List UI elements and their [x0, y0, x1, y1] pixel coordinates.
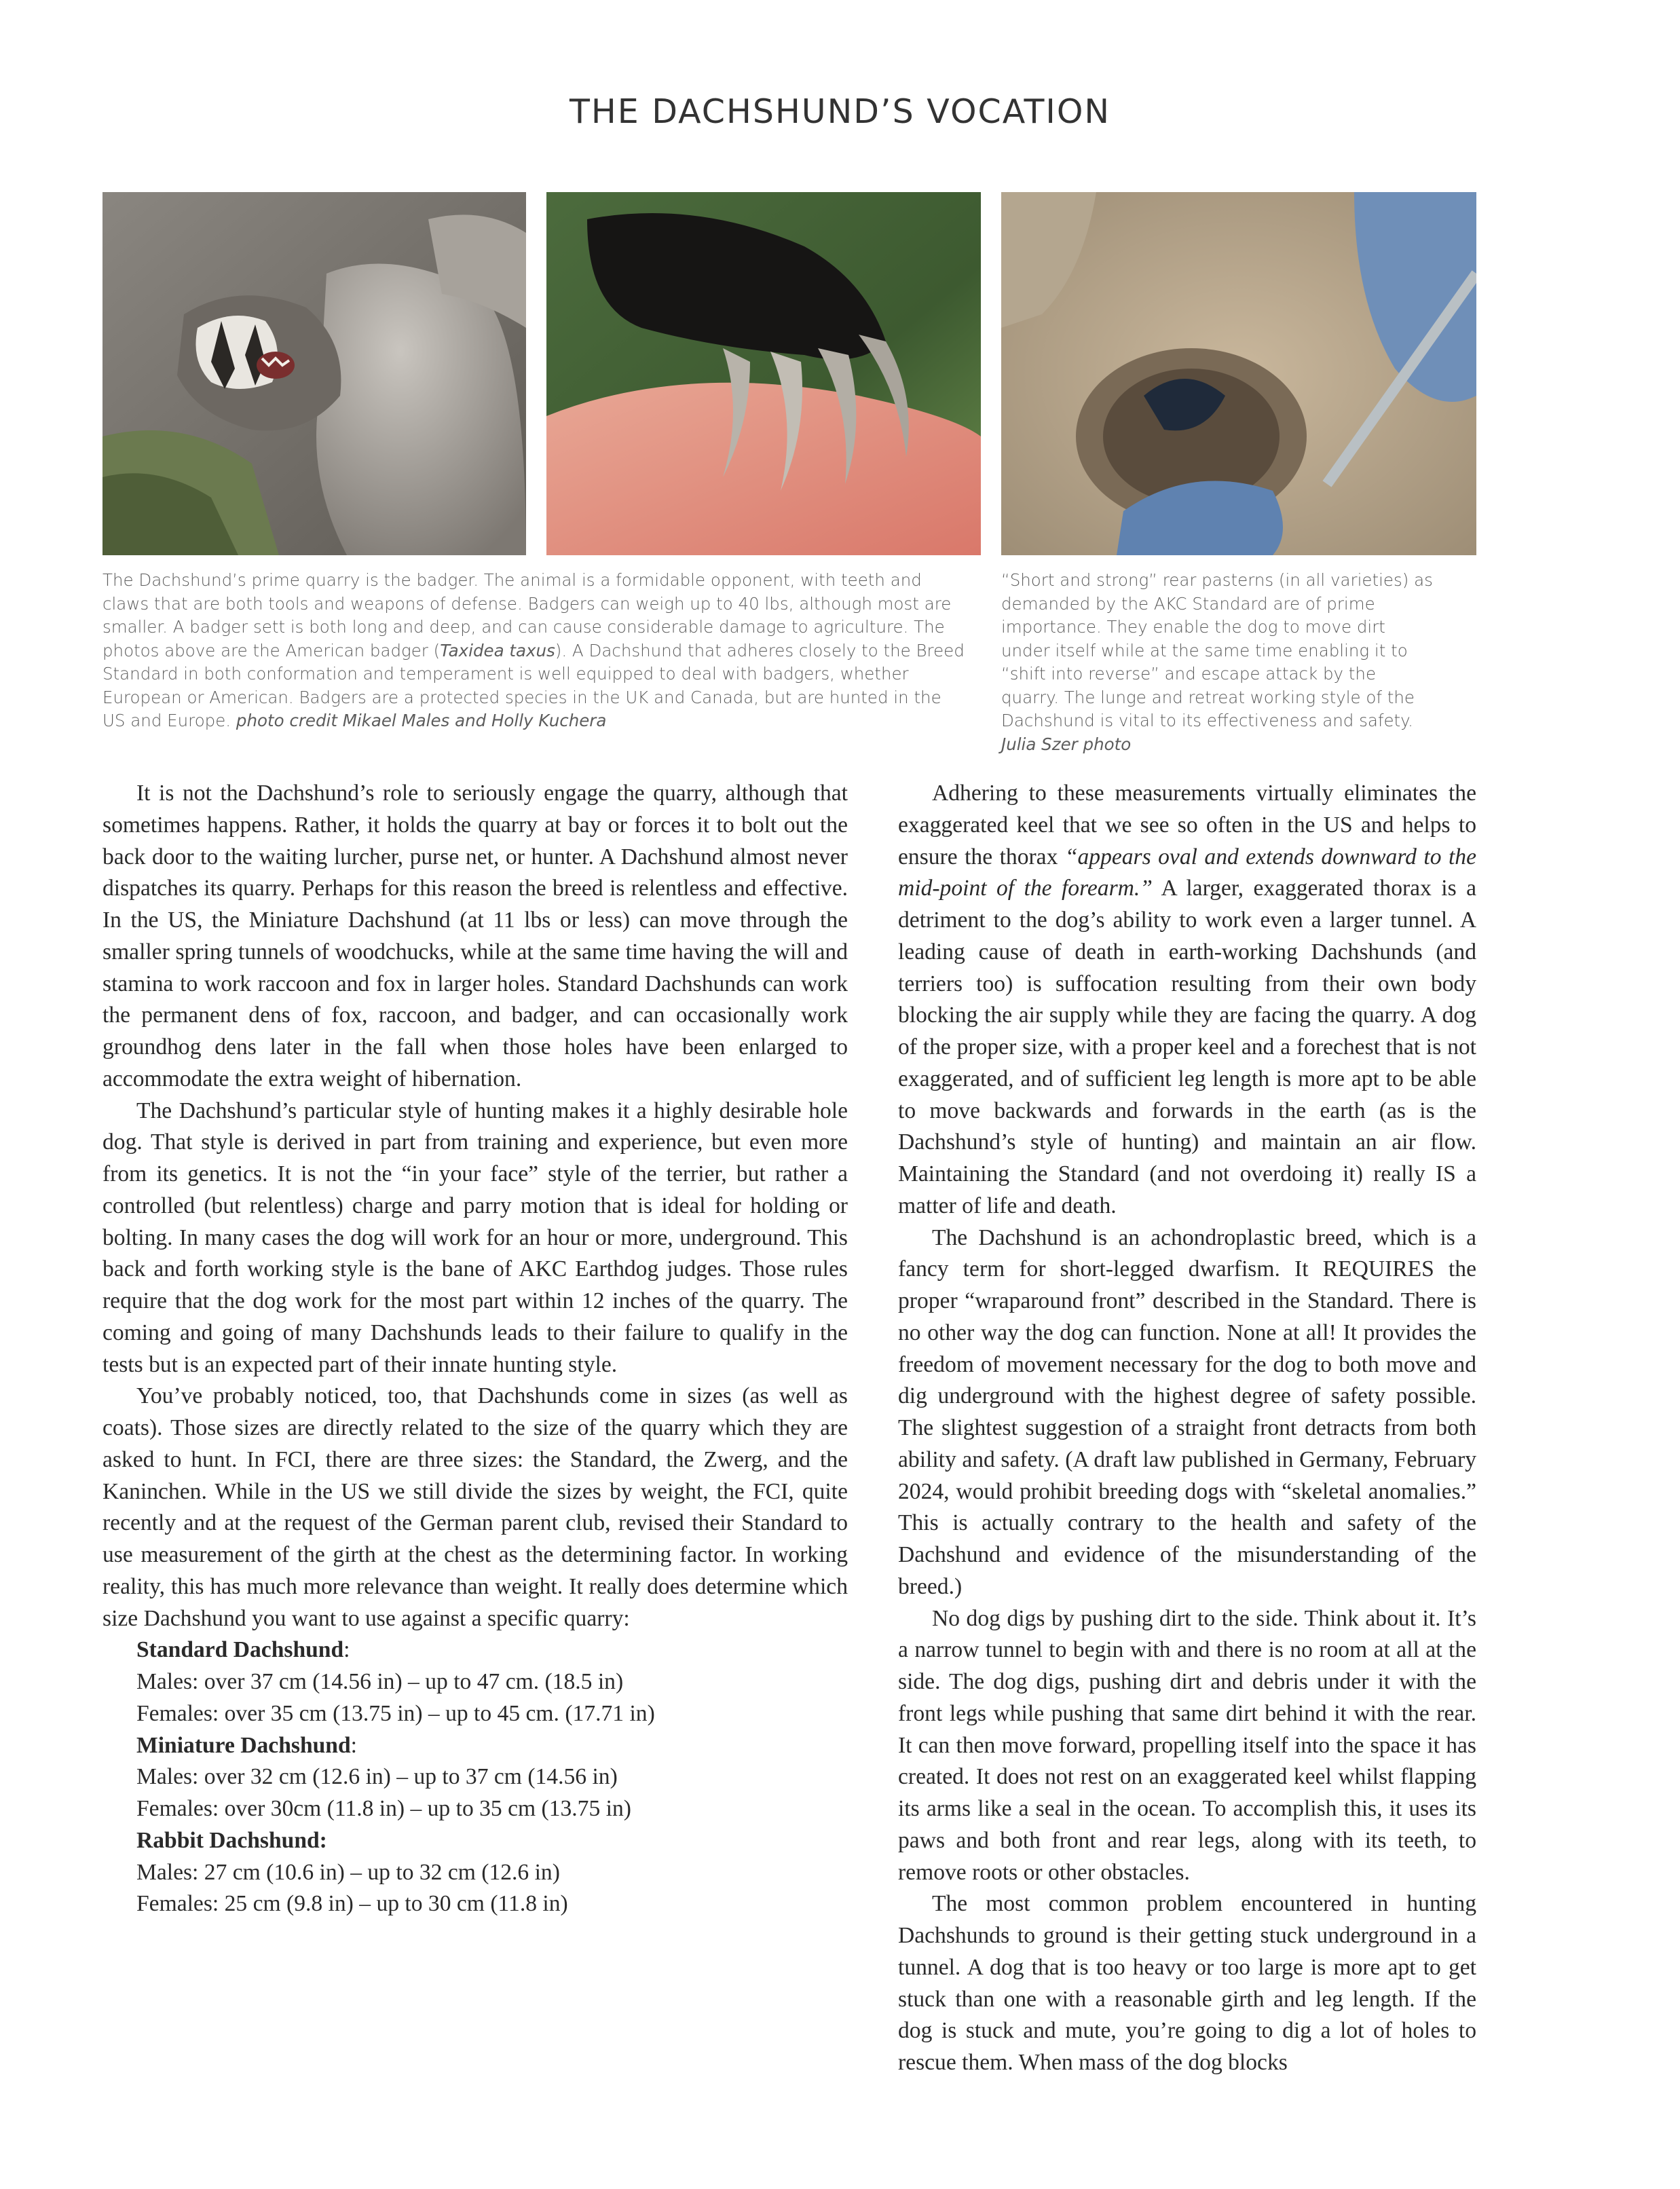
caption-left: The Dachshund’s prime quarry is the badger. The animal is a formidable opponent, with teeth and claws that are both tools and weapons of defense. Badgers can weigh up to 40 lbs, although most are smaller. A badger sett is both long and deep, and can cause considerable damage to agriculture. The photos above are the American badger (Taxidea taxus). A Dachshund that adheres closely to the Breed Standard in both conformation and temperament is well equipped to deal with badgers, whether European or American. Badgers are a protected species in the UK and Canada, but are hunted in the US and Europe. photo credit Mikael Males and Holly Kuchera	[102, 570, 965, 730]
claw-photo	[546, 192, 981, 555]
photo-credit: photo credit Mikael Males and Holly Kuchera	[236, 711, 607, 730]
size-females: Females: over 35 cm (13.75 in) – up to 45 cm. (17.71 in)	[136, 1700, 655, 1726]
size-males: Males: over 32 cm (12.6 in) – up to 37 cm (14.56 in)	[136, 1764, 618, 1790]
size-females: Females: 25 cm (9.8 in) – up to 30 cm (11.8 in)	[136, 1891, 568, 1917]
right-column	[898, 778, 1476, 2079]
left-column	[102, 778, 848, 1920]
badger-photo	[102, 192, 526, 555]
size-males: Males: over 37 cm (14.56 in) – up to 47 cm. (18.5 in)	[136, 1669, 624, 1694]
size-heading: Standard Dachshund:	[136, 1637, 350, 1663]
size-heading: Rabbit Dachshund:	[136, 1827, 327, 1853]
standard-quote: “appears oval and extends downward to the mid-point of the forearm.”	[898, 844, 1476, 901]
size-heading: Miniature Dachshund:	[136, 1732, 357, 1758]
size-females: Females: over 30cm (11.8 in) – up to 35 cm (13.75 in)	[136, 1796, 631, 1821]
paragraph: The most common problem encountered in hunting Dachshunds to ground is their getting stuck underground in a tunnel. A dog that is too heavy or too large is more apt to get stuck than one with a reasonable girth and leg length. If the dog is stuck and mute, you’re going to dig a lot of holes to rescue them. When mass of the dog blocks	[898, 1891, 1476, 2075]
page-title: THE DACHSHUND’S VOCATION	[569, 92, 1111, 131]
caption-right: “Short and strong” rear pasterns (in all varieties) as demanded by the AKC Standard are of prime importance. They enable the dog to move dirt under itself while at the same time enabling it to “shift into reverse” and escape attack by the quarry. The lunge and retreat working style of the Dachshund is vital to its effectiveness and safety. Julia Szer photo	[1001, 570, 1433, 754]
digging-photo	[1001, 192, 1476, 555]
paragraph: The Dachshund’s particular style of hunting makes it a highly desirable hole dog. That style is derived in part from training and experience, but even more from its genetics. It is not the “in your face” style of the terrier, but rather a controlled (but relentless) charge and parry motion that is ideal for holding or bolting. In many cases the dog will work for an hour or more, underground. This back and forth working style is the bane of AKC Earthdog judges. Those rules require that the dog work for the most part within 12 inches of the quarry. The coming and going of many Dachshunds leads to their failure to qualify in the tests but is an expected part of their innate hunting style.	[102, 1098, 848, 1377]
size-males: Males: 27 cm (10.6 in) – up to 32 cm (12.6 in)	[136, 1859, 560, 1885]
paragraph: You’ve probably noticed, too, that Dachshunds come in sizes (as well as coats). Those sizes are directly related to the size of the quarry which they are asked to hunt. In FCI, there are three sizes: the Standard, the Zwerg, and the Kaninchen. While in the US we still divide the sizes by weight, the FCI, quite recently and at the request of the German parent club, revised their Standard to use measurement of the girth at the chest as the determining factor. In working reality, this has much more relevance than weight. It really does determine which size Dachshund you want to use against a specific quarry:	[102, 1383, 848, 1631]
paragraph: The Dachshund is an achondroplastic breed, which is a fancy term for short-legged dwarfism. It REQUIRES the proper “wraparound front” described in the Standard. There is no other way the dog can function. None at all! It provides the freedom of movement necessary for the dog to both move and dig underground with the highest degree of safety possible. The slightest suggestion of a straight front detracts from both ability and safety. (A draft law published in Germany, February 2024, would prohibit breeding dogs with “skeletal anomalies.” This is actually contrary to the health and safety of the Dachshund and evidence of the misunderstanding of the breed.)	[898, 1224, 1476, 1599]
photo-credit: Julia Szer photo	[1001, 734, 1132, 754]
paragraph: It is not the Dachshund’s role to seriously engage the quarry, although that sometimes happens. Rather, it holds the quarry at bay or forces it to bolt out the back door to the waiting lurcher, purse net, or hunter. A Dachshund almost never dispatches its quarry. Perhaps for this reason the breed is relentless and effective. In the US, the Miniature Dachshund (at 11 lbs or less) can move through the smaller spring tunnels of woodchucks, while at the same time having the will and stamina to work raccoon and fox in larger holes. Standard Dachshunds can work the permanent dens of fox, raccoon, and badger, and can occasionally work groundhog dens later in the fall when those holes have been enlarged to accommodate the extra weight of hibernation.	[102, 781, 848, 1091]
paragraph: Adhering to these measurements virtually eliminates the exaggerated keel that we see so often in the US and helps to ensure the thorax “appears oval and extends downward to the mid-point of the forearm.” A larger, exaggerated thorax is a detriment to the dog’s ability to work even a larger tunnel. A leading cause of death in earth-working Dachshunds (and terriers too) is suffocation resulting from their own body blocking the air supply while they are facing the quarry. A dog of the proper size, with a proper keel and a forechest that is not exaggerated, and of sufficient leg length is more apt to be able to move backwards and forwards in the earth (as is the Dachshund’s style of hunting) and maintain an air flow. Maintaining the Standard (and not overdoing it) really IS a matter of life and death.	[898, 781, 1476, 1218]
paragraph: No dog digs by pushing dirt to the side. Think about it. It’s a narrow tunnel to begin with and there is no room at all at the side. The dog digs, pushing dirt and debris under it with the front legs while pushing that same dirt behind it with the rear. It can then move forward, propelling itself into the space it has created. It does not rest on an exaggerated keel whilst flapping its arms like a seal in the ocean. To accomplish this, it uses its paws and both front and rear legs, along with its teeth, to remove roots or other obstacles.	[898, 1605, 1476, 1885]
